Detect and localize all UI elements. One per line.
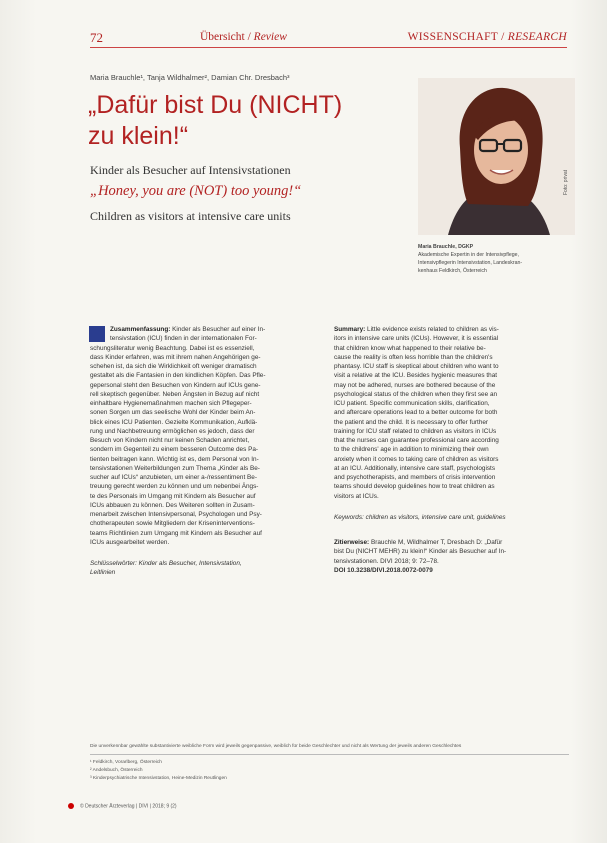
photo-caption [418,243,578,275]
summary-line: that the nurses can guarantee professional care according [334,437,499,444]
keywords-de-line2: Leitlinien [90,569,116,577]
summary-line: psychological status of the children when they first see an [334,390,498,398]
title-en: „Honey, you are (NOT) too young!“ [90,183,302,199]
photo-credit: Foto: privat [563,169,569,195]
citation-label: Zitierweise: [334,539,370,546]
abstract-en [334,325,564,575]
summary-label: Summary: [334,326,366,333]
summary-line: training for ICU staff related to children as visitors in ICUs [334,427,497,435]
subtitle-en: Children as visitors at intensive care units [90,209,291,223]
article-title [88,90,388,152]
section-de: Übersicht [200,31,245,43]
abstract-line: gestaltet als die Fantasien in den kindlichen Köpfen. Das Pfle- [90,372,266,380]
abstract-line [90,325,315,334]
category-de: WISSENSCHAFT [407,31,498,43]
keywords-label: Schlüsselwörter: [90,560,137,567]
abstract-line: tensivstation (ICU) finden in der internationalen For- [110,335,257,343]
abstract-line: blick eines ICU Patienten. Gezielte Kommunikation, Aufklä- [90,418,258,426]
header-rule [90,47,567,48]
citation-line [334,538,564,547]
abstract-line: rung und Nachbetreuung ermöglichen es jedoch, dass der [90,427,255,435]
section-label: Übersicht / Review [200,31,287,43]
abstract-line: tensivstationen Weiterbildungen zum Thema „Kinder als Be- [90,464,260,472]
abstract-line: treuung gerecht werden zu können und um nebenbei Ängs- [90,483,259,491]
summary-line [334,325,564,334]
summary-line: the patient and the child. It is necessary to offer further [334,418,489,426]
summary-line: and psychotherapists, and members of crisis intervention [334,474,496,481]
abstract-line: ICUs ausgearbeitet werden. [90,538,170,546]
subtitle-de: Kinder als Besucher auf Intensivstationen [90,163,291,177]
abstract-line: ICUs abbauen zu können. Des Weiteren sollten in Zusam- [90,501,255,509]
caption-line: kenhaus Feldkirch, Österreich [418,268,487,274]
abstract-line: Besuch von Kindern nicht nur keinen Schaden anrichtet, [90,437,250,444]
abstract-line: rell skeptisch gegenüber. Neben Ängsten in Bezug auf nicht [90,390,260,398]
keywords-text: Kinder als Besucher, Intensivstation, [136,560,242,567]
summary-line: may not be adhered, nurses are bothered because of the [334,381,496,389]
footnote: ³ Kinderpsychiatrische Intensivstation, Heine-Medizin Reutlingen [90,776,227,781]
abstract-line: schungsliteratur wenig Beachtung. Dabei ist es essenziell, [90,344,255,352]
summary-line: phantasy. ICU staff is skeptical about children who want to [334,363,499,370]
abstract-line: sucher auf ICUs“ anzubieten, um einer a-/ressentiment Be- [90,474,257,481]
section-en: Review [253,31,287,43]
section-marker-square [89,326,105,342]
title-line-2: zu klein!“ [88,122,189,150]
abstract-line: schehen ist, da sich die Wirklichkeit oft weniger dramatisch [90,363,257,370]
page-number: 72 [90,30,103,45]
abstract-line: tienten beitragen kann. Wichtig ist es, dem Personal von In- [90,455,259,463]
keywords-text: children as visitors, intensive care unit, guidelines [363,513,506,521]
summary-line: visitors at ICUs. [334,492,379,500]
abstract-line: dass Kinder erfahren, was mit ihrem nahen Angehörigen ge- [90,353,261,361]
footnote-rule [90,754,569,755]
summary-line: and aftercare operations lead to a better outcome for both [334,409,498,417]
footer-copyright: © Deutscher Ärzteverlag | DIVI | 2018; 9 (2) [80,803,177,810]
keywords-label: Keywords: [334,513,364,521]
keywords-de [90,559,315,568]
summary-line: itors in intensive care units (ICUs). However, it is essential [334,335,499,343]
author-portrait [418,78,575,235]
caption-line: Akademische Expertin in der Intensivpflege, [418,252,519,258]
summary-line: ICU patient. Specific communication skills, clarification, [334,400,490,407]
summary-line: anxiety when it comes to taking care of children as visitors [334,455,499,463]
footnote: ¹ Feldkirch, Vorarlberg, Österreich [90,760,162,765]
abstract-text: Kinder als Besucher auf einer In- [170,326,266,333]
summary-line: cause the reality is often less horrible than the children's [334,353,493,361]
citation-line: bist Du (NICHT MEHR) zu klein!“ Kinder als Besucher auf In- [334,548,507,556]
abstract-de [90,325,315,578]
summary-line: that children know what happened to their relative be- [334,344,486,352]
doi: DOI 10.3238/DIVI.2018.0072-0079 [334,566,433,574]
abstract-line: gepersonal steht den Besuchen von Kindern auf ICUs gene- [90,381,261,389]
abstract-line: teams Richtlinien zum Umgang mit Kindern als Besucher auf [90,529,262,537]
footnote: ² Andelsbuch, Österreich [90,768,143,773]
category-en: RESEARCH [507,31,567,43]
gender-note: Die unverkennbar gewählte substantivierte weibliche Form wird jeweils gegenpassive, weiblich für beide Geschlechter und nicht als Wertung der jeweils anderen Geschlechtes [90,744,462,749]
abstract-line: te des Personals im Umgang mit Kindern als Besucher auf [90,492,256,500]
citation-text: Brauchle M, Wildhalmer T, Dresbach D: „Dafür [369,539,503,546]
summary-line: visit a relative at the ICU. Besides hygienic measures that [334,372,498,380]
abstract-line: chotherapeuten sowie Mitgliedern der Kriseninterventions- [90,520,255,528]
caption-line: Intensivpflegerin Intensivstation, Landeskran- [418,260,523,266]
title-line-1: „Dafür bist Du (NICHT) [88,91,343,119]
citation [334,538,564,575]
abstract-line: menarbeit zwischen Intensivpersonal, Psychologen und Psy- [90,511,262,518]
summary-text: Little evidence exists related to children as vis- [365,326,499,333]
keywords-en [334,513,564,522]
summary-line: teams should develop guidelines how to treat children as [334,483,495,491]
abstract-line: sonen Sorgen um das seelische Wohl der Kinder beim An- [90,409,256,417]
page-footer [68,803,177,809]
summary-line: to the childrens' age in addition to minimizing their own [334,446,489,454]
abstract-line: einhaltbare Hygienemaßnahmen machen sich Pflegeper- [90,400,252,407]
abstract-label: Zusammenfassung: [110,326,171,333]
citation-line: tensivstationen. DIVI 2018; 9: 72–78. [334,557,439,565]
summary-line: at an ICU. Additionally, intensive care staff, psychologists [334,464,496,472]
red-dot-icon [68,803,74,809]
category-label: WISSENSCHAFT / RESEARCH [407,31,567,43]
abstract-line: sondern im Gegenteil zu einem besseren Outcome des Pa- [90,446,259,454]
author-list: Maria Brauchle¹, Tanja Wildhalmer², Damian Chr. Dresbach³ [90,73,290,82]
caption-line: Maria Brauchle, DGKP [418,244,474,250]
author-photo [418,78,575,235]
running-header [90,30,567,46]
